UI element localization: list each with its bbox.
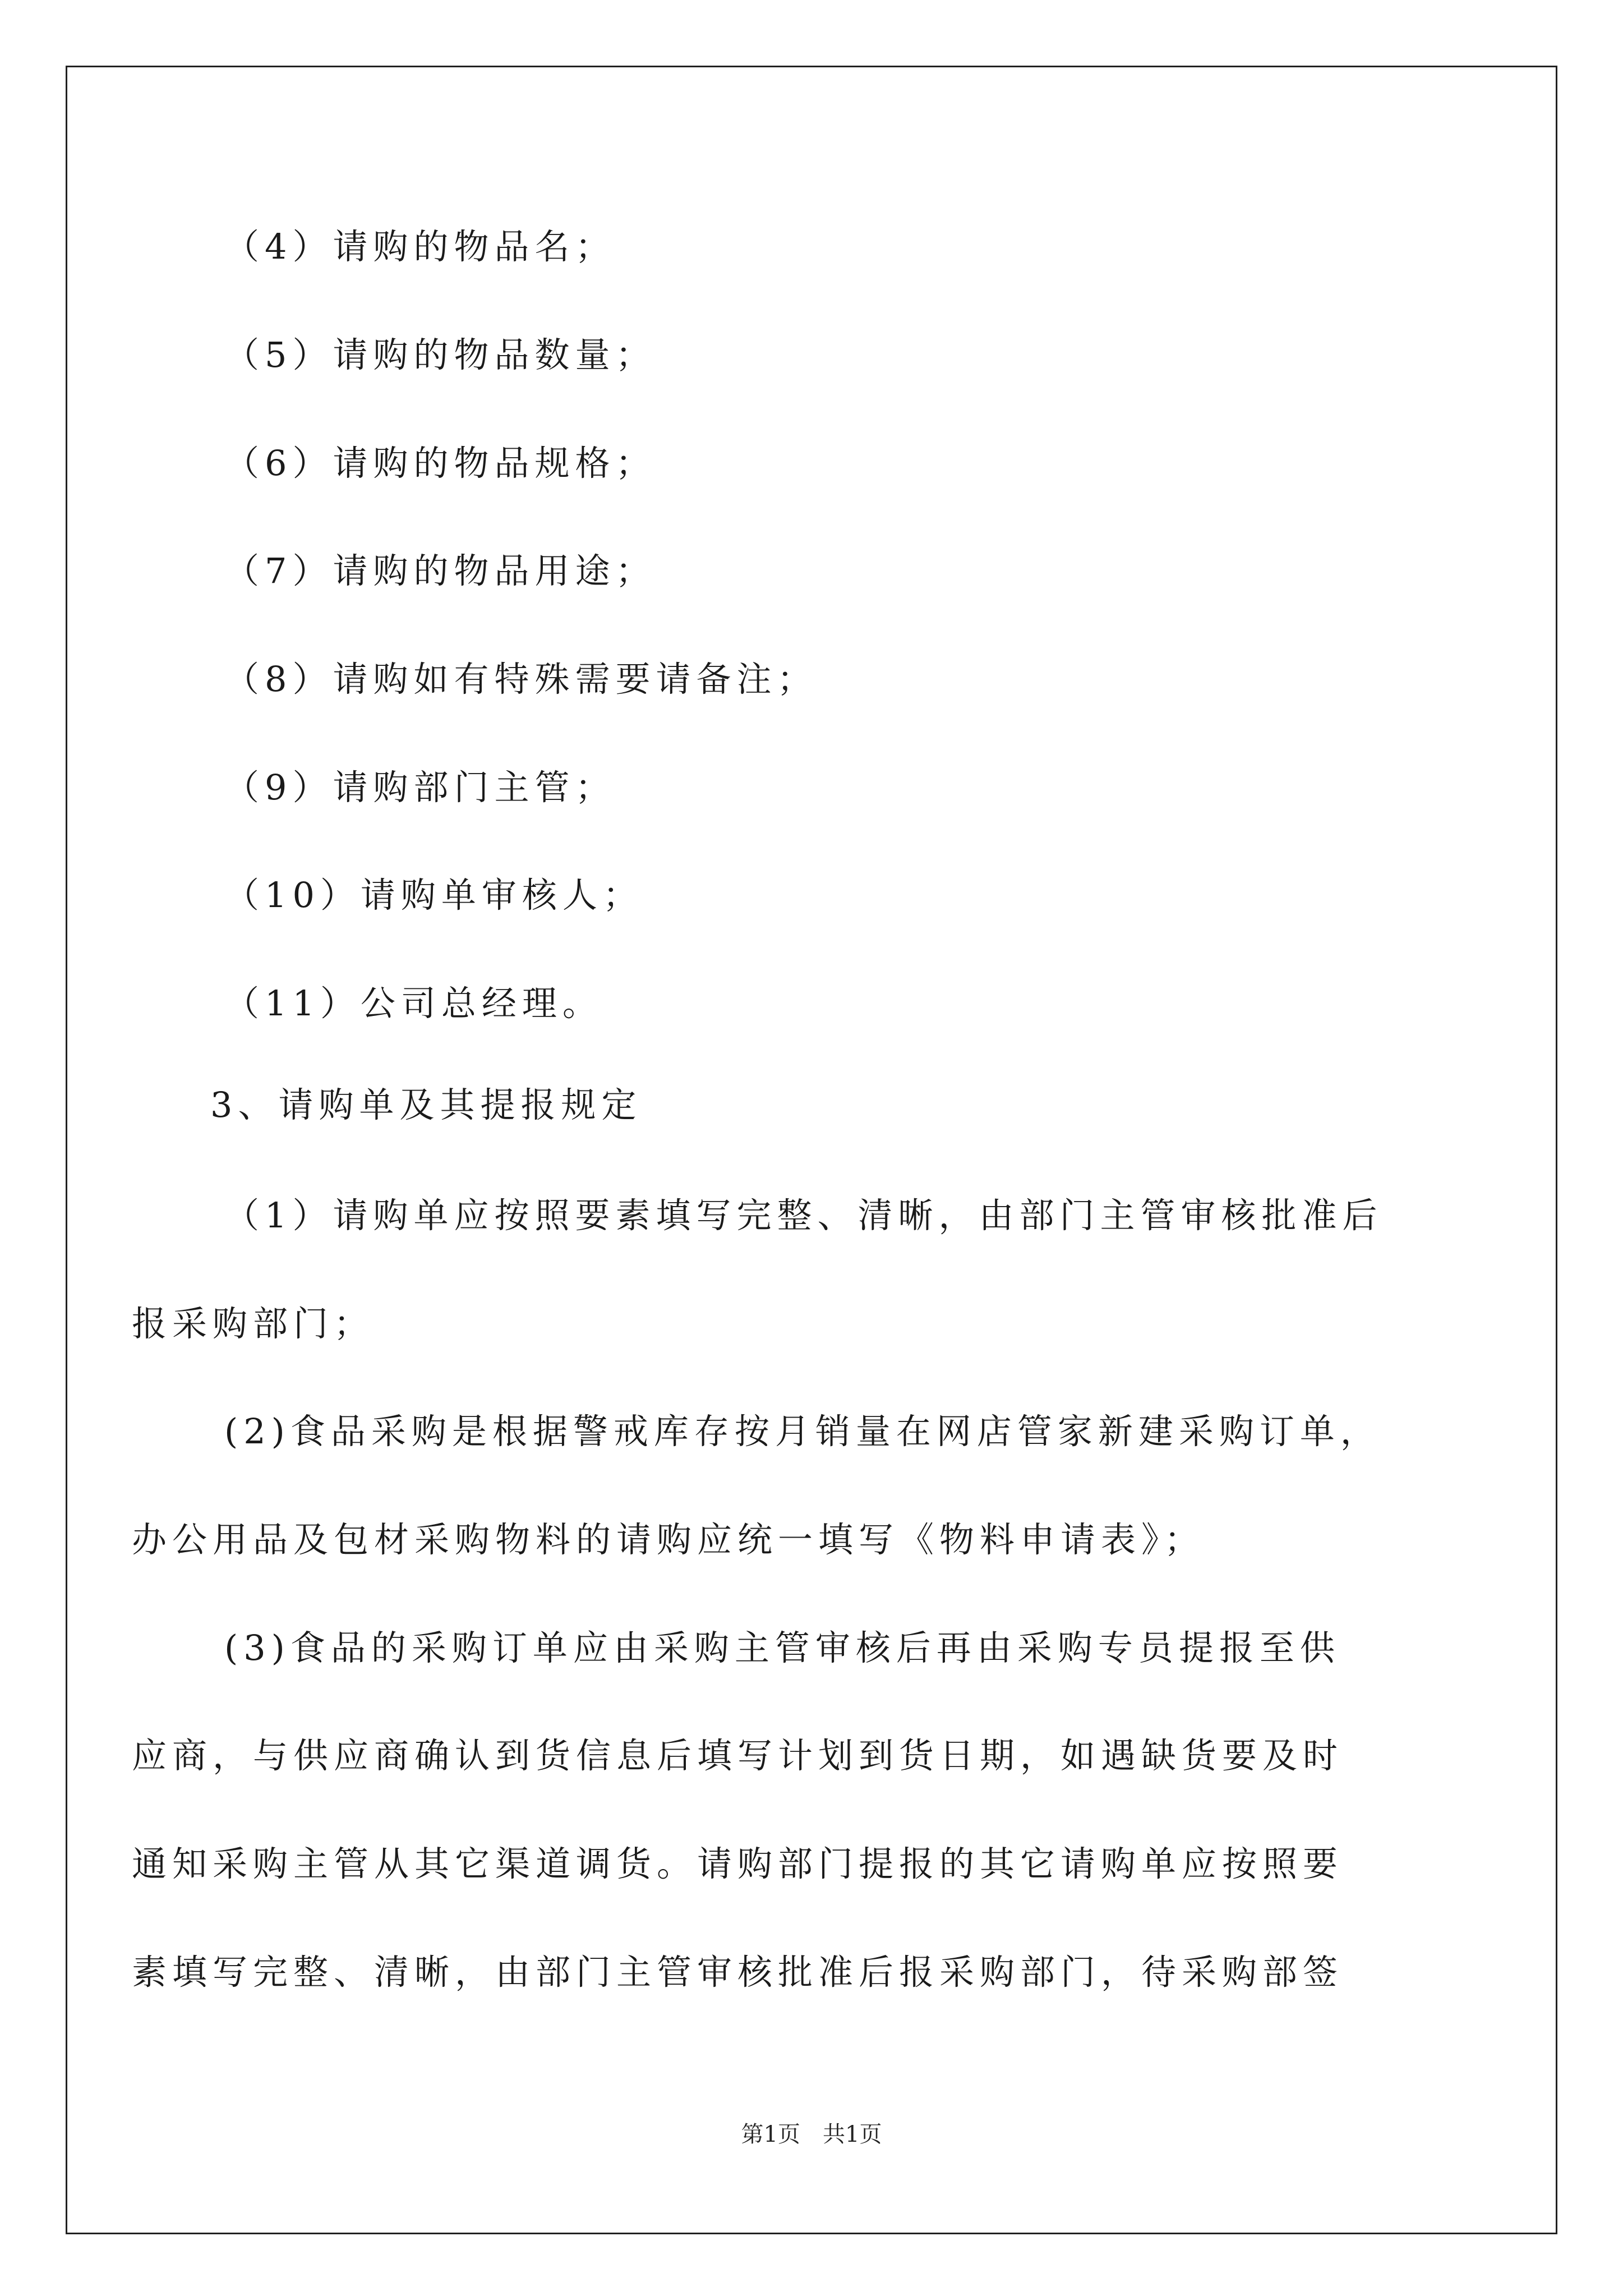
list-item: （7）请购的物品用途；: [224, 550, 656, 591]
list-item: （4）请购的物品名；: [224, 226, 616, 267]
list-item: （5）请购的物品数量；: [224, 334, 656, 375]
list-item: （9）请购部门主管；: [224, 767, 616, 808]
paragraph-line: (3)食品的采购订单应由采购主管审核后再由采购专员提报至供: [224, 1627, 1340, 1668]
paragraph-line: 报采购部门；: [132, 1303, 375, 1344]
paragraph-line: 应商，与供应商确认到货信息后填写计划到货日期，如遇缺货要及时: [132, 1735, 1344, 1776]
paragraph-line: 通知采购主管从其它渠道调货。请购部门提报的其它请购单应按照要: [132, 1843, 1344, 1884]
list-item: （6）请购的物品规格；: [224, 443, 656, 484]
paragraph-line: 素填写完整、清晰，由部门主管审核批准后报采购部门，待采购部签: [132, 1952, 1344, 1993]
list-item: （8）请购如有特殊需要请备注；: [224, 659, 818, 700]
page-border: [66, 66, 1557, 2234]
paragraph-line: 办公用品及包材采购物料的请购应统一填写《物料申请表》；: [132, 1519, 1205, 1560]
page-footer: 第1页 共1页: [741, 2122, 882, 2147]
section-heading: 3、请购单及其提报规定: [210, 1084, 642, 1125]
paragraph-line: （1）请购单应按照要素填写完整、清晰，由部门主管审核批准后: [224, 1195, 1383, 1236]
paragraph-line: (2)食品采购是根据警戒库存按月销量在网店管家新建采购订单，: [224, 1411, 1381, 1452]
list-item: （10）请购单审核人；: [224, 875, 643, 915]
list-item: （11）公司总经理。: [224, 983, 603, 1024]
